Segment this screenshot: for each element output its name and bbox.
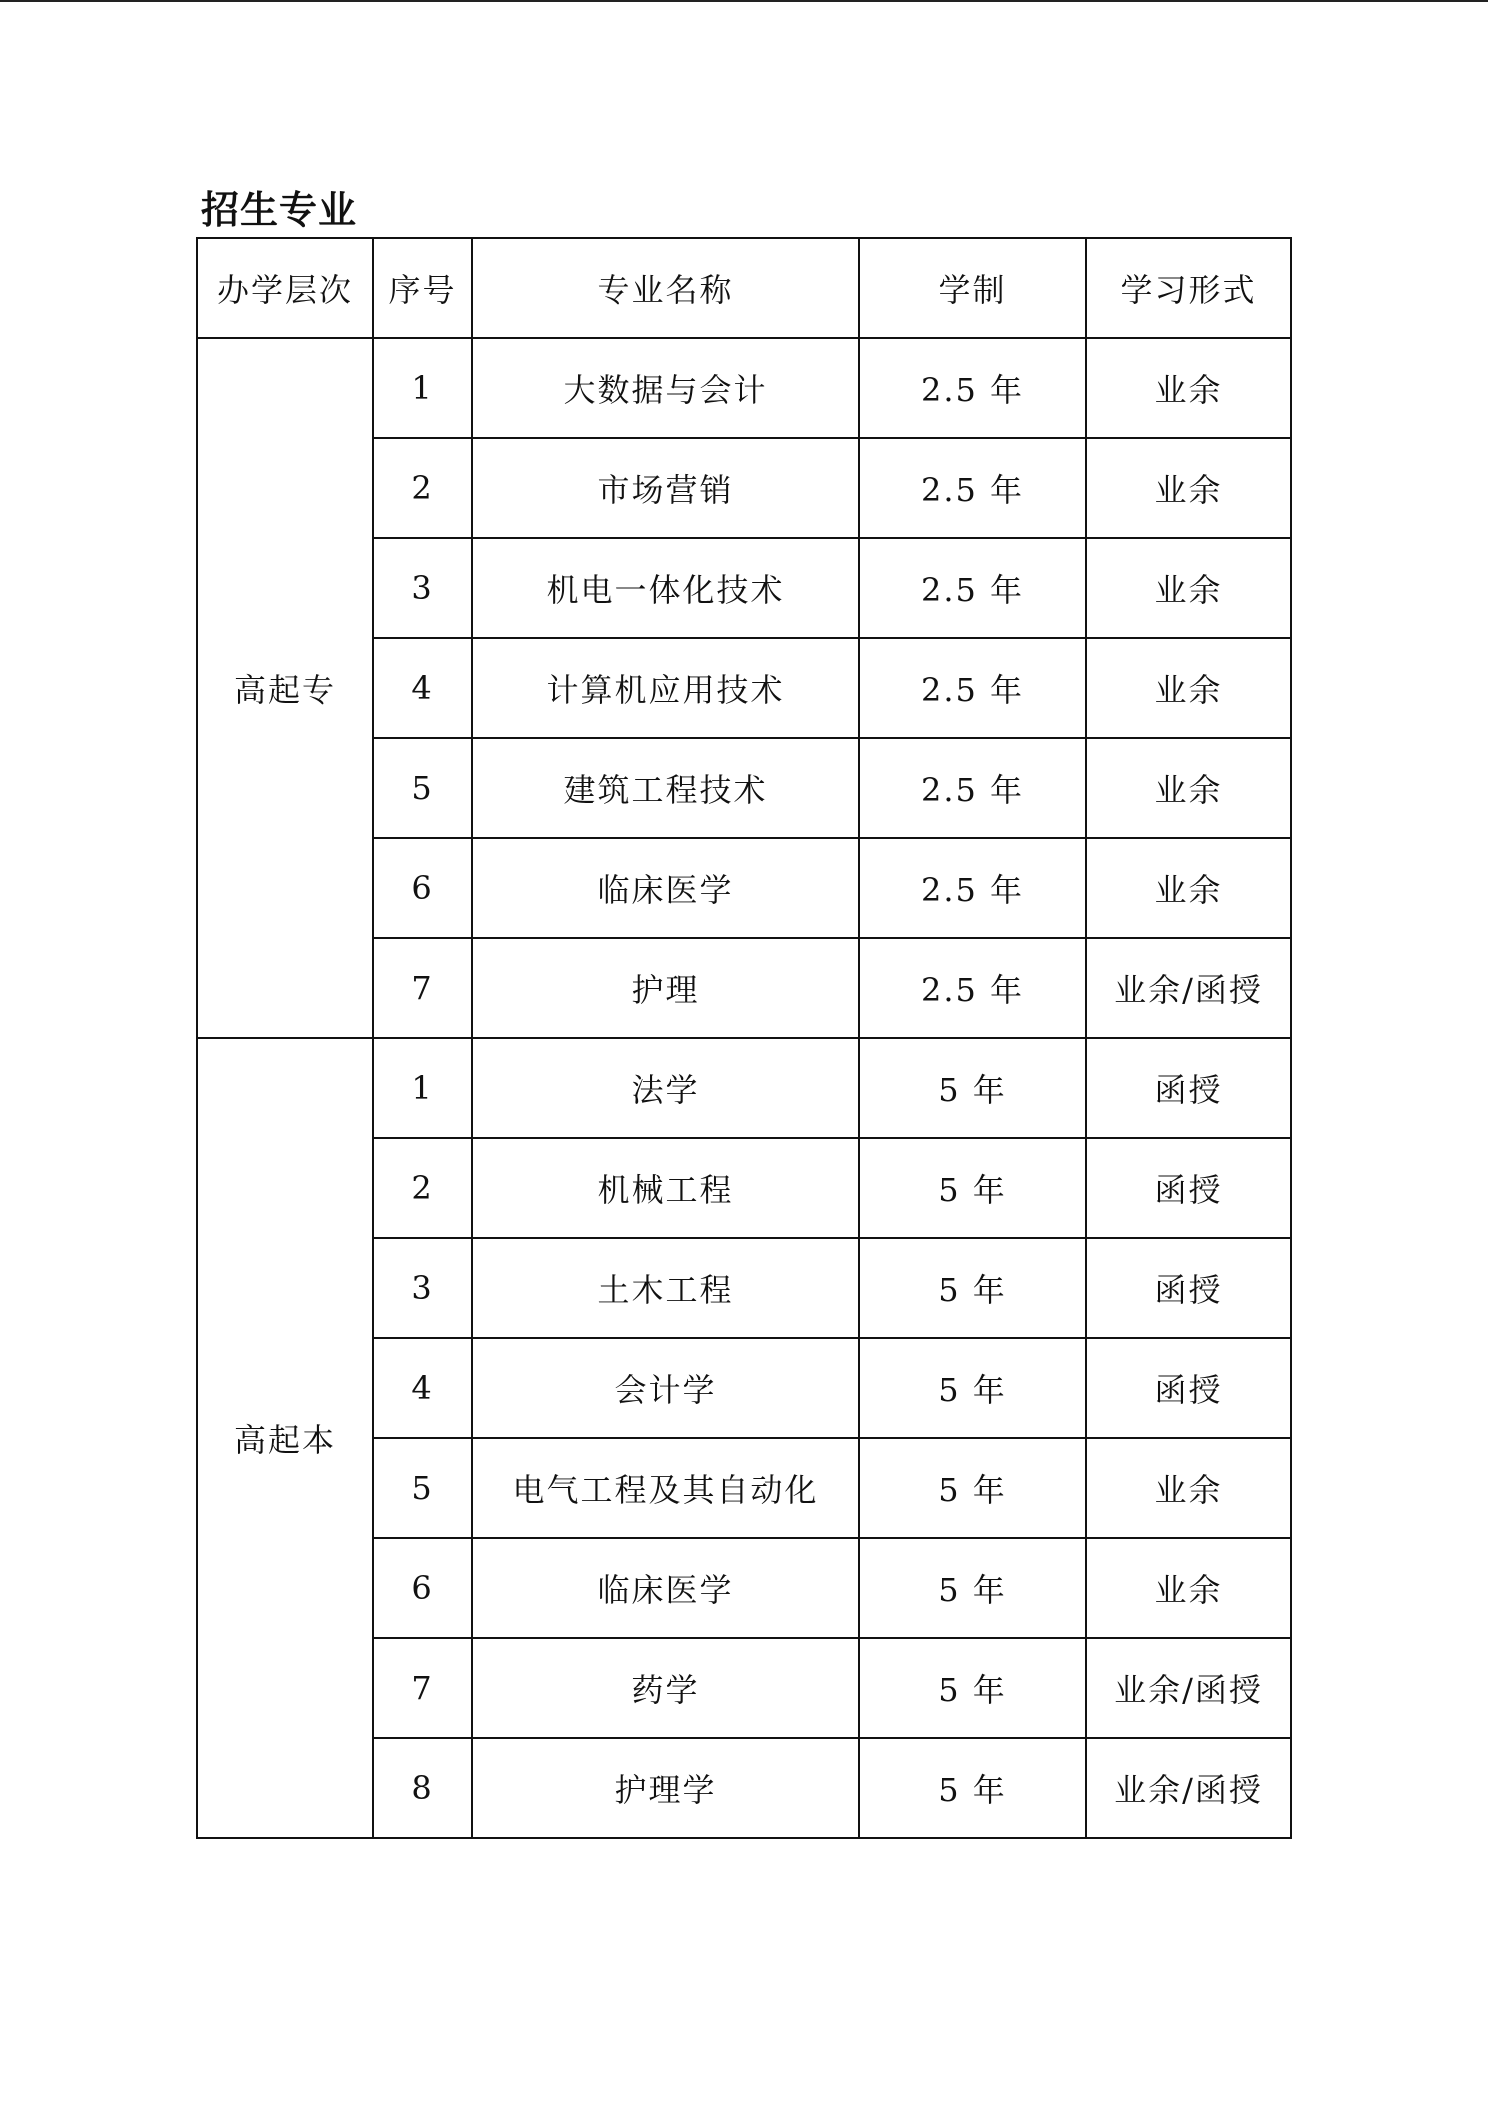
study-mode-cell: 函授 bbox=[1086, 1038, 1291, 1138]
duration-cell: 2.5 年 bbox=[859, 538, 1086, 638]
study-mode-cell: 业余 bbox=[1086, 738, 1291, 838]
seq-cell: 7 bbox=[373, 938, 472, 1038]
duration-cell: 5 年 bbox=[859, 1538, 1086, 1638]
seq-cell: 7 bbox=[373, 1638, 472, 1738]
seq-cell: 6 bbox=[373, 1538, 472, 1638]
major-name-cell: 电气工程及其自动化 bbox=[472, 1438, 859, 1538]
study-mode-cell: 业余 bbox=[1086, 638, 1291, 738]
major-name-cell: 临床医学 bbox=[472, 838, 859, 938]
seq-cell: 3 bbox=[373, 1238, 472, 1338]
page-top-border bbox=[0, 0, 1488, 2]
duration-cell: 2.5 年 bbox=[859, 438, 1086, 538]
header-mode: 学习形式 bbox=[1086, 238, 1291, 338]
major-name-cell: 护理学 bbox=[472, 1738, 859, 1838]
majors-table bbox=[196, 237, 1292, 1839]
seq-cell: 5 bbox=[373, 1438, 472, 1538]
major-name-cell: 法学 bbox=[472, 1038, 859, 1138]
major-name-cell: 临床医学 bbox=[472, 1538, 859, 1638]
duration-cell: 2.5 年 bbox=[859, 638, 1086, 738]
header-name: 专业名称 bbox=[472, 238, 859, 338]
header-duration: 学制 bbox=[859, 238, 1086, 338]
study-mode-cell: 业余/函授 bbox=[1086, 938, 1291, 1038]
seq-cell: 4 bbox=[373, 1338, 472, 1438]
seq-cell: 2 bbox=[373, 1138, 472, 1238]
duration-cell: 2.5 年 bbox=[859, 938, 1086, 1038]
study-mode-cell: 业余 bbox=[1086, 338, 1291, 438]
study-mode-cell: 业余 bbox=[1086, 838, 1291, 938]
study-mode-cell: 业余 bbox=[1086, 538, 1291, 638]
seq-cell: 8 bbox=[373, 1738, 472, 1838]
major-name-cell: 药学 bbox=[472, 1638, 859, 1738]
major-name-cell: 土木工程 bbox=[472, 1238, 859, 1338]
seq-cell: 2 bbox=[373, 438, 472, 538]
table-row bbox=[197, 338, 1291, 438]
duration-cell: 5 年 bbox=[859, 1238, 1086, 1338]
level-cell: 高起本 bbox=[197, 1038, 373, 1838]
seq-cell: 1 bbox=[373, 338, 472, 438]
duration-cell: 2.5 年 bbox=[859, 838, 1086, 938]
duration-cell: 5 年 bbox=[859, 1738, 1086, 1838]
duration-cell: 2.5 年 bbox=[859, 738, 1086, 838]
duration-cell: 2.5 年 bbox=[859, 338, 1086, 438]
duration-cell: 5 年 bbox=[859, 1338, 1086, 1438]
major-name-cell: 护理 bbox=[472, 938, 859, 1038]
table-row bbox=[197, 1038, 1291, 1138]
major-name-cell: 机电一体化技术 bbox=[472, 538, 859, 638]
major-name-cell: 大数据与会计 bbox=[472, 338, 859, 438]
header-level: 办学层次 bbox=[197, 238, 373, 338]
seq-cell: 6 bbox=[373, 838, 472, 938]
major-name-cell: 会计学 bbox=[472, 1338, 859, 1438]
header-seq: 序号 bbox=[373, 238, 472, 338]
study-mode-cell: 业余 bbox=[1086, 438, 1291, 538]
seq-cell: 1 bbox=[373, 1038, 472, 1138]
major-name-cell: 市场营销 bbox=[472, 438, 859, 538]
duration-cell: 5 年 bbox=[859, 1038, 1086, 1138]
table-header-row bbox=[197, 238, 1291, 338]
major-name-cell: 计算机应用技术 bbox=[472, 638, 859, 738]
major-name-cell: 建筑工程技术 bbox=[472, 738, 859, 838]
study-mode-cell: 函授 bbox=[1086, 1138, 1291, 1238]
study-mode-cell: 业余/函授 bbox=[1086, 1738, 1291, 1838]
study-mode-cell: 业余 bbox=[1086, 1438, 1291, 1538]
major-name-cell: 机械工程 bbox=[472, 1138, 859, 1238]
duration-cell: 5 年 bbox=[859, 1638, 1086, 1738]
study-mode-cell: 业余 bbox=[1086, 1538, 1291, 1638]
seq-cell: 4 bbox=[373, 638, 472, 738]
seq-cell: 5 bbox=[373, 738, 472, 838]
section-title: 招生专业 bbox=[201, 188, 358, 232]
study-mode-cell: 函授 bbox=[1086, 1338, 1291, 1438]
level-cell: 高起专 bbox=[197, 338, 373, 1038]
study-mode-cell: 函授 bbox=[1086, 1238, 1291, 1338]
seq-cell: 3 bbox=[373, 538, 472, 638]
duration-cell: 5 年 bbox=[859, 1138, 1086, 1238]
duration-cell: 5 年 bbox=[859, 1438, 1086, 1538]
study-mode-cell: 业余/函授 bbox=[1086, 1638, 1291, 1738]
